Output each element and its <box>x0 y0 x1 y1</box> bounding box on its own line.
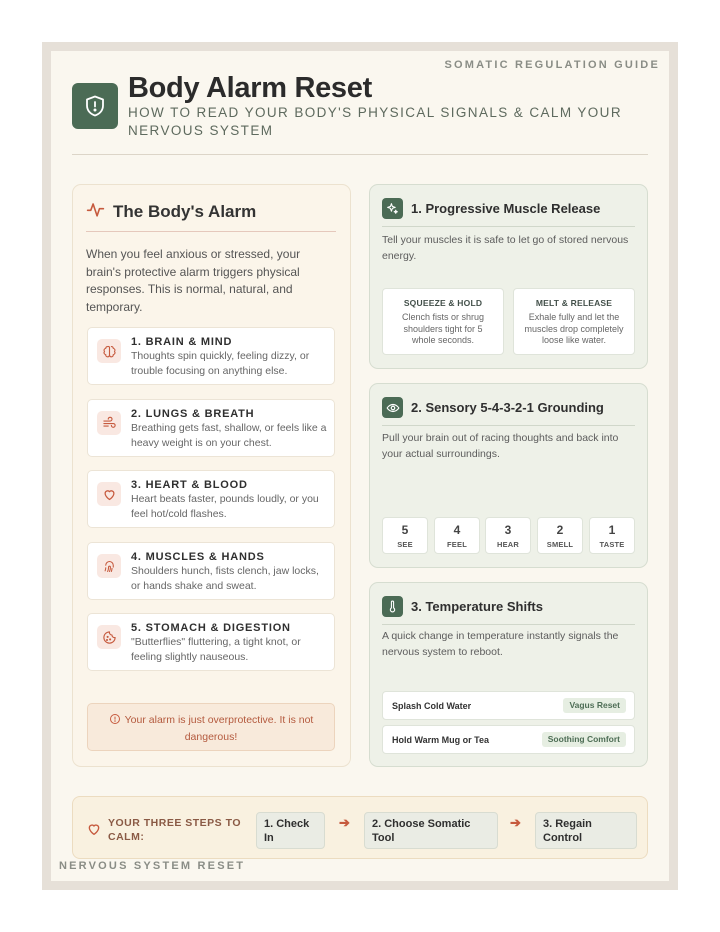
sense-count: 5 <box>401 523 409 537</box>
three-steps-bar <box>72 796 648 859</box>
grounding-title: 2. Sensory 5-4-3-2-1 Grounding <box>411 400 604 415</box>
muscle-release-title: 1. Progressive Muscle Release <box>411 201 601 216</box>
grounding-desc: Pull your brain out of racing thoughts and back into your actual surroundings. <box>382 432 619 460</box>
sense-label: FEEL <box>447 540 467 549</box>
release-title: MELT & RELEASE <box>535 298 613 308</box>
reassurance-text: Your alarm is just overprotective. It is not dangerous! <box>124 714 314 743</box>
grounding-header <box>382 397 604 418</box>
header-divider <box>72 154 648 155</box>
footer-label: NERVOUS SYSTEM RESET <box>59 860 246 872</box>
signal-desc: Thoughts spin quickly, feeling dizzy, or trouble focusing on anything else. <box>131 350 310 377</box>
brain-icon <box>97 339 121 363</box>
muscle-release-desc: Tell your muscles it is safe to let go of stored nervous energy. <box>382 234 629 262</box>
signal-card <box>87 327 335 385</box>
sense-label: TASTE <box>599 540 625 549</box>
signal-card <box>87 399 335 457</box>
arrow-right-icon: ➔ <box>339 815 350 830</box>
heart-outline-icon <box>86 821 102 842</box>
step-check-in: 1. Check In <box>256 812 325 849</box>
sense-card <box>589 517 635 554</box>
signal-card <box>87 613 335 671</box>
pulse-icon <box>86 200 105 224</box>
signal-desc: Breathing gets fast, shallow, or feels like a heavy weight is on your chest. <box>131 422 327 449</box>
temperature-divider <box>382 624 635 625</box>
sense-count: 4 <box>453 523 461 537</box>
body-alarm-intro: When you feel anxious or stressed, your brain's protective alarm triggers physical responses. This is normal, natural, and temporary. <box>86 247 301 314</box>
body-alarm-header <box>86 200 256 224</box>
signal-title: 2. LUNGS & BREATH <box>131 408 255 420</box>
heart-icon <box>97 482 121 506</box>
sense-card <box>485 517 531 554</box>
signal-title: 4. MUSCLES & HANDS <box>131 551 265 563</box>
reassurance-callout <box>87 703 335 751</box>
muscle-release-header <box>382 198 600 219</box>
sense-card <box>382 517 428 554</box>
muscle-release-divider <box>382 226 635 227</box>
eyebrow-label: SOMATIC REGULATION GUIDE <box>444 59 660 71</box>
grounding-panel <box>369 383 648 568</box>
muscle-release-panel <box>369 184 648 369</box>
signal-desc: Heart beats faster, pounds loudly, or you feel hot/cold flashes. <box>131 493 319 520</box>
arrow-right-icon: ➔ <box>510 815 521 830</box>
sparkle-icon <box>382 198 403 219</box>
temperature-header <box>382 596 543 617</box>
release-card <box>513 288 635 355</box>
temperature-row-label: Splash Cold Water <box>392 701 472 711</box>
squeeze-title: SQUEEZE & HOLD <box>403 298 483 308</box>
info-circle-icon <box>109 713 121 730</box>
body-alarm-divider <box>86 231 336 232</box>
temperature-row-tag: Vagus Reset <box>563 698 626 713</box>
signal-title: 5. STOMACH & DIGESTION <box>131 622 291 634</box>
sense-count: 2 <box>556 523 564 537</box>
sense-label: SEE <box>397 540 413 549</box>
cookie-icon <box>97 625 121 649</box>
signal-desc: "Butterflies" fluttering, a tight knot, or feeling slightly nauseous. <box>131 636 301 663</box>
temperature-row-label: Hold Warm Mug or Tea <box>392 735 490 745</box>
temperature-row <box>382 691 635 720</box>
shield-alert-icon <box>72 83 118 129</box>
eye-icon <box>382 397 403 418</box>
signal-title: 3. HEART & BLOOD <box>131 479 248 491</box>
temperature-desc: A quick change in temperature instantly signals the nervous system to reboot. <box>382 630 619 658</box>
temperature-panel <box>369 582 648 767</box>
release-desc: Exhale fully and let the muscles drop completely loose like water. <box>524 312 624 345</box>
squeeze-card <box>382 288 504 355</box>
thermometer-icon <box>382 596 403 617</box>
temperature-title: 3. Temperature Shifts <box>411 599 543 614</box>
signal-card <box>87 542 335 600</box>
sense-card <box>537 517 583 554</box>
signal-title: 1. BRAIN & MIND <box>131 336 233 348</box>
sense-label: HEAR <box>496 540 520 549</box>
sense-card <box>434 517 480 554</box>
temperature-row-tag: Soothing Comfort <box>542 732 626 747</box>
page-subtitle: HOW TO READ YOUR BODY'S PHYSICAL SIGNALS & CALM YOUR NERVOUS SYSTEM <box>128 105 622 138</box>
sense-label: SMELL <box>546 540 574 549</box>
fingerprint-icon <box>97 554 121 578</box>
page-title: Body Alarm Reset <box>128 72 372 104</box>
signal-desc: Shoulders hunch, fists clench, jaw locks, or hands shake and sweat. <box>131 565 319 592</box>
wind-icon <box>97 411 121 435</box>
sense-count: 1 <box>608 523 616 537</box>
squeeze-desc: Clench fists or shrug shoulders tight for 5 whole seconds. <box>401 312 485 345</box>
sense-count: 3 <box>504 523 512 537</box>
temperature-row <box>382 725 635 754</box>
step-choose-tool: 2. Choose Somatic Tool <box>364 812 498 849</box>
step-regain-control: 3. Regain Control <box>535 812 637 849</box>
body-alarm-title: The Body's Alarm <box>113 202 257 221</box>
grounding-divider <box>382 425 635 426</box>
signal-card <box>87 470 335 528</box>
steps-label: YOUR THREE STEPS TO CALM: <box>108 817 241 843</box>
